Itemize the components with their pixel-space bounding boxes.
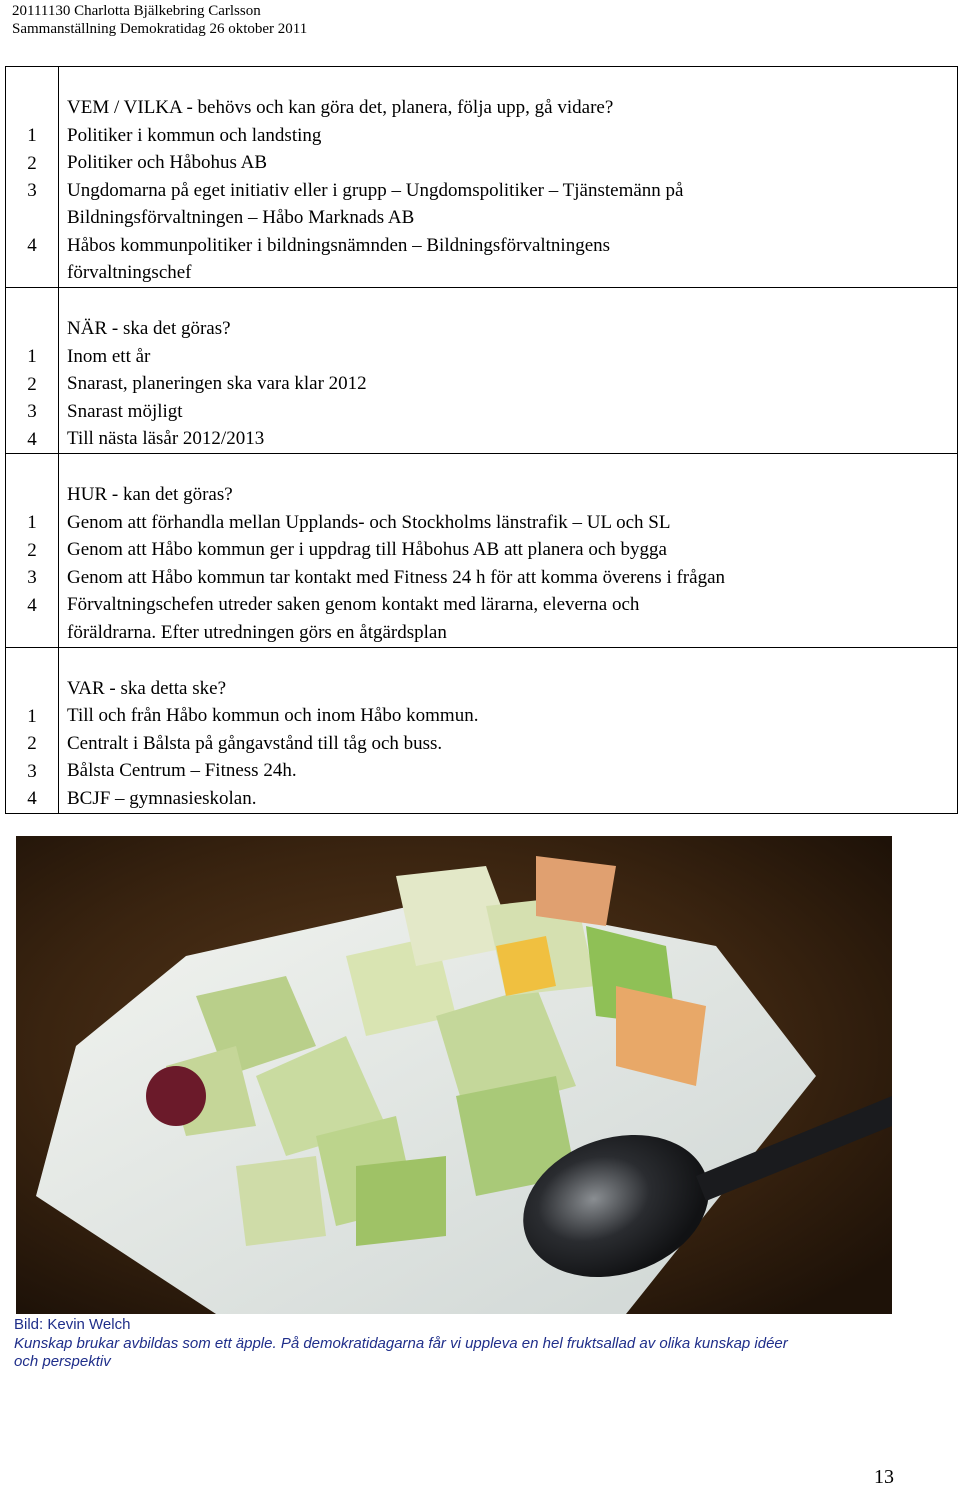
item-text: Snarast, planeringen ska vara klar 2012 (67, 373, 367, 394)
item-number: 3 (27, 180, 37, 201)
content-column (59, 67, 958, 288)
page-number: 13 (874, 1466, 894, 1488)
item-text: BCJF – gymnasieskolan. (67, 787, 257, 809)
photo-caption (14, 1316, 914, 1372)
item-number: 2 (27, 733, 37, 754)
item-text: Genom att förhandla mellan Upplands- och Stockholms länstrafik – UL och SL (67, 511, 671, 533)
section-row (6, 454, 958, 648)
item-text: Ungdomarna på eget initiativ eller i grupp – Ungdomspolitiker – Tjänstemänn på (67, 179, 684, 201)
header-line-2: Sammanställning Demokratidag 26 oktober 2011 (12, 21, 308, 37)
fruit-salad-image (16, 836, 892, 1314)
page-header (12, 2, 307, 38)
section-row (6, 647, 958, 813)
section-heading: VEM / VILKA - behövs och kan göra det, planera, följa upp, gå vidare? (67, 97, 614, 118)
item-text: Centralt i Bålsta på gångavstånd till tåg och buss. (67, 732, 443, 754)
content-column (59, 288, 958, 454)
item-text: Genom att Håbo kommun tar kontakt med Fitness 24 h för att komma överens i frågan (67, 566, 725, 588)
plan-table (5, 66, 958, 814)
item-number: 4 (27, 594, 37, 616)
item-text: Till och från Håbo kommun och inom Håbo kommun. (67, 705, 479, 726)
number-column (6, 67, 59, 288)
photo-credit: Bild: Kevin Welch (14, 1316, 131, 1333)
item-text: Snarast möjligt (67, 400, 183, 422)
section-heading: NÄR - ska det göras? (67, 318, 231, 339)
item-text: Politiker och Håbohus AB (67, 152, 268, 173)
fruit-salad-photo (16, 836, 892, 1314)
item-text: föräldrarna. Efter utredningen görs en åtgärdsplan (67, 621, 447, 643)
section-row (6, 288, 958, 454)
item-number: 3 (27, 760, 37, 782)
item-text: Inom ett år (67, 345, 151, 367)
item-text: Bildningsförvaltningen – Håbo Marknads AB (67, 207, 415, 228)
header-line-1: 20111130 Charlotta Bjälkebring Carlsson (12, 3, 261, 19)
section-heading: HUR - kan det göras? (67, 484, 233, 505)
section-row (6, 67, 958, 288)
item-number: 2 (27, 373, 37, 395)
item-text: förvaltningschef (67, 262, 192, 283)
item-text: Bålsta Centrum – Fitness 24h. (67, 760, 297, 781)
item-text: Förvaltningschefen utreder saken genom kontakt med lärarna, eleverna och (67, 594, 640, 615)
content-column (59, 454, 958, 648)
number-column (6, 647, 59, 813)
item-number: 2 (27, 152, 37, 174)
item-text: Politiker i kommun och landsting (67, 124, 322, 146)
section-heading: VAR - ska detta ske? (67, 677, 227, 699)
item-number: 3 (27, 401, 37, 422)
content-column (59, 647, 958, 813)
item-number: 4 (27, 235, 37, 256)
number-column (6, 288, 59, 454)
number-column (6, 454, 59, 648)
item-text: Till nästa läsår 2012/2013 (67, 428, 265, 449)
caption-line-1: Kunskap brukar avbildas som ett äpple. På demokratidagarna får vi uppleva en hel fruktsallad av olika kunskap idéer (14, 1334, 788, 1352)
item-number: 1 (27, 346, 37, 367)
item-number: 4 (27, 788, 37, 809)
item-number: 2 (27, 539, 37, 561)
item-number: 4 (27, 428, 37, 450)
item-number: 1 (27, 512, 37, 533)
caption-line-2: och perspektiv (14, 1353, 111, 1370)
item-number: 1 (27, 125, 37, 146)
item-number: 1 (27, 705, 37, 727)
item-text: Håbos kommunpolitiker i bildningsnämnden – Bildningsförvaltningens (67, 234, 611, 256)
item-text: Genom att Håbo kommun ger i uppdrag till Håbohus AB att planera och bygga (67, 539, 667, 560)
item-number: 3 (27, 567, 37, 588)
